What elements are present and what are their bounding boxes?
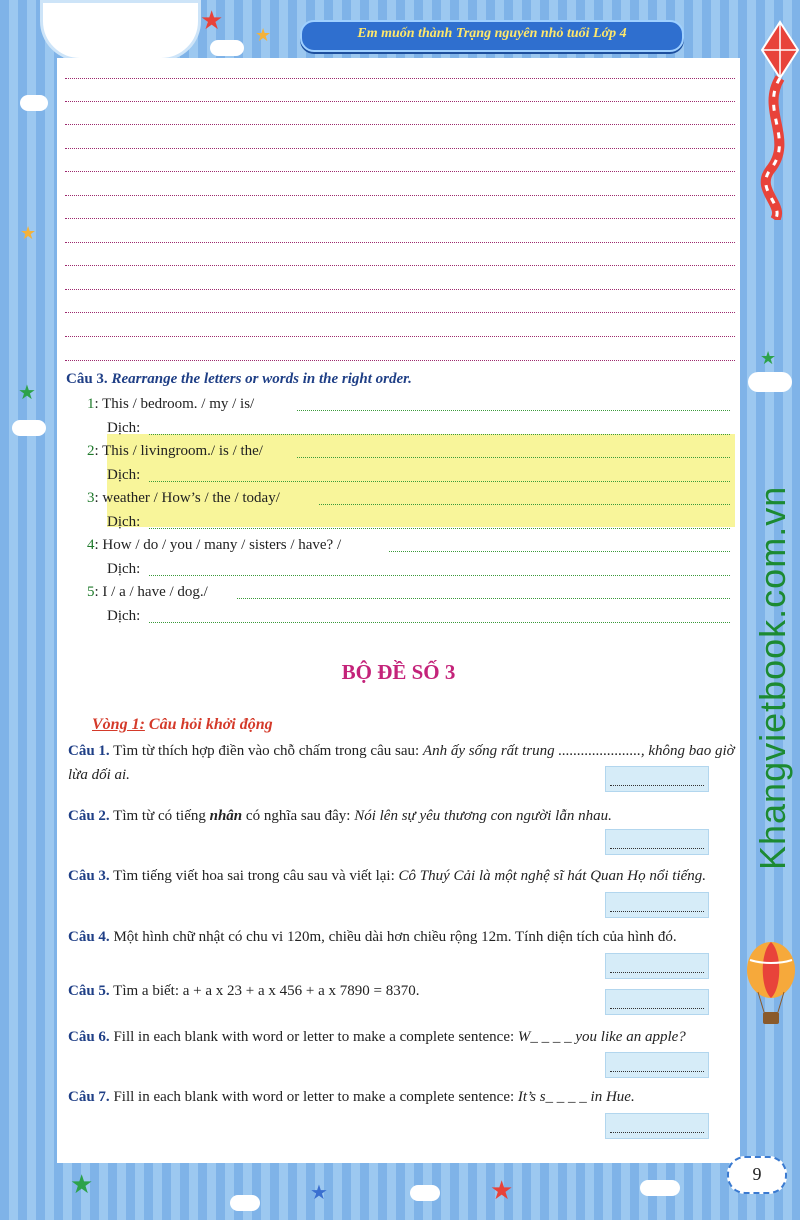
- writing-line: [65, 78, 735, 79]
- star-icon: ★: [255, 25, 272, 45]
- header-title: Em muốn thành Trạng nguyên nhỏ tuổi Lớp 4: [357, 26, 627, 41]
- question-heading: Câu 3. Rearrange the letters or words in the right order.: [66, 371, 412, 387]
- answer-line[interactable]: [149, 434, 730, 435]
- question-3: Câu 3. Tìm tiếng viết hoa sai trong câu sau và viết lại: Cô Thuý Cải là một nghệ sĩ hát Quan Họ nổi tiếng.: [68, 868, 707, 884]
- cloud-decoration: [20, 95, 48, 111]
- dich-label: Dịch:: [107, 420, 141, 436]
- round-heading: Vòng 1: Câu hỏi khởi động: [92, 716, 273, 733]
- cloud-decoration: [40, 0, 201, 61]
- answer-line[interactable]: [297, 410, 730, 411]
- writing-line: [65, 124, 735, 125]
- page-number: 9: [727, 1156, 787, 1194]
- cloud-decoration: [230, 1195, 260, 1211]
- star-icon: ★: [490, 1176, 514, 1205]
- answer-line[interactable]: [149, 622, 730, 623]
- answer-line[interactable]: [149, 575, 730, 576]
- writing-line: [65, 171, 735, 172]
- question-1: Câu 1. Tìm từ thích hợp điền vào chỗ chấm trong câu sau: Anh ấy sống rất trung ......................, không bao giờ lừa dối ai.: [68, 743, 735, 783]
- answer-line[interactable]: [149, 481, 730, 482]
- star-icon: ★: [18, 382, 36, 404]
- question-7: Câu 7. Fill in each blank with word or letter to make a complete sentence: It’s s_ _ _ _ in Hue.: [68, 1089, 635, 1105]
- writing-line: [65, 312, 735, 313]
- cloud-decoration: [410, 1185, 440, 1201]
- answer-line[interactable]: [389, 551, 730, 552]
- header-banner: [300, 20, 684, 52]
- star-icon: ★: [310, 1182, 328, 1204]
- hot-air-balloon-icon: [742, 940, 800, 1030]
- writing-line: [65, 101, 735, 102]
- writing-line: [65, 195, 735, 196]
- section-title: BỘ ĐỀ SỐ 3: [341, 660, 456, 684]
- answer-line[interactable]: [149, 528, 730, 529]
- cloud-decoration: [12, 420, 46, 436]
- cloud-decoration: [210, 40, 244, 56]
- writing-line: [65, 265, 735, 266]
- rearrange-item: 1: This / bedroom. / my / is/: [87, 396, 255, 412]
- star-icon: ★: [70, 1170, 94, 1199]
- star-icon: ★: [20, 223, 37, 243]
- dich-label: Dịch:: [107, 514, 141, 530]
- rearrange-item: 5: I / a / have / dog./: [87, 584, 208, 600]
- answer-line[interactable]: [237, 598, 730, 599]
- writing-line: [65, 242, 735, 243]
- question-2: Câu 2. Tìm từ có tiếng nhân có nghĩa sau đây: Nói lên sự yêu thương con người lẫn nhau.: [68, 808, 612, 824]
- answer-box[interactable]: [605, 989, 709, 1015]
- rearrange-item: 4: How / do / you / many / sisters / have? /: [87, 537, 342, 553]
- rearrange-item: 3: weather / How’s / the / today/: [87, 490, 280, 506]
- question-4: Câu 4. Một hình chữ nhật có chu vi 120m, chiều dài hơn chiều rộng 12m. Tính diện tích của hình đó.: [68, 929, 677, 945]
- answer-box[interactable]: [605, 953, 709, 979]
- writing-line: [65, 289, 735, 290]
- question-5: Câu 5. Tìm a biết: a + a x 23 + a x 456 + a x 7890 = 8370.: [68, 983, 420, 999]
- answer-line[interactable]: [297, 457, 730, 458]
- writing-line: [65, 336, 735, 337]
- kite-icon: [740, 20, 800, 220]
- brand-watermark: Khangvietbook.com.vn: [752, 485, 793, 870]
- answer-box[interactable]: [605, 829, 709, 855]
- worksheet-page: [57, 58, 740, 1163]
- dich-label: Dịch:: [107, 608, 141, 624]
- cloud-decoration: [640, 1180, 680, 1196]
- star-icon: ★: [200, 6, 224, 35]
- answer-box[interactable]: [605, 1113, 709, 1139]
- dich-label: Dịch:: [107, 467, 141, 483]
- answer-box[interactable]: [605, 766, 709, 792]
- writing-line: [65, 148, 735, 149]
- star-icon: ★: [760, 348, 777, 368]
- question-6: Câu 6. Fill in each blank with word or letter to make a complete sentence: W_ _ _ _ you like an apple?: [68, 1029, 686, 1045]
- rearrange-item: 2: This / livingroom./ is / the/: [87, 443, 263, 459]
- answer-box[interactable]: [605, 892, 709, 918]
- dich-label: Dịch:: [107, 561, 141, 577]
- writing-line: [65, 218, 735, 219]
- writing-line: [65, 360, 735, 361]
- answer-box[interactable]: [605, 1052, 709, 1078]
- answer-line[interactable]: [319, 504, 730, 505]
